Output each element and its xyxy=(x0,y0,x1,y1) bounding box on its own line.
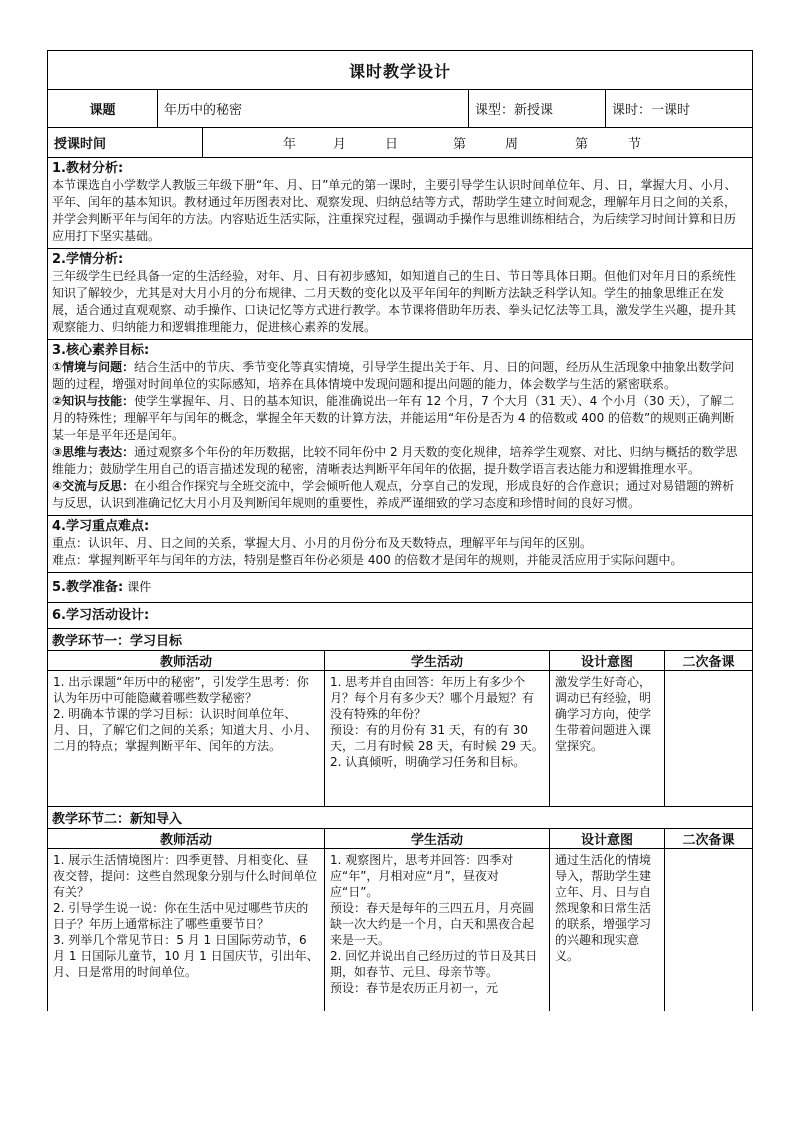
section-key-difficult xyxy=(47,516,753,573)
header-row xyxy=(47,90,753,128)
phase-table-row xyxy=(47,849,753,1011)
goal-item xyxy=(52,393,746,444)
goal-item xyxy=(52,444,746,478)
schedule-period-prefix: 第 xyxy=(575,137,589,152)
teacher-activity xyxy=(48,671,325,806)
teacher-step: 1. 出示课题“年历中的秘密”，引发学生思考：你认为年历中可能隐藏着哪些数学秘密？ xyxy=(53,675,309,705)
goal-text: 使学生掌握年、月、日的基本知识，能准确说出一年有 12 个月，7 个大月（31 天）、4 个小月（30 天），了解二月的特殊性；理解平年与闰年的概念，掌握全年天数的计算方法，并能运用“年份是否为 4 的倍数或 400 的倍数”的规则正确判断某一年是平年还是闰年。 xyxy=(52,394,735,442)
goal-label: ②知识与技能： xyxy=(52,394,135,408)
section-activity-design xyxy=(47,603,753,629)
section-learner-analysis xyxy=(47,249,753,340)
section-text: 三年级学生已经具备一定的生活经验，对年、月、日有初步感知，如知道自己的生日、节日等具体日期。但他们对年月日的系统性知识了解较少，尤其是对大月小月的分布规律、二月天数的变化以及平年闰年的判断方法缺乏科学认知。学生的抽象思维正在发展，适合通过直观观察、动手操作、口诀记忆等方式进行教学。本节课将借助年历表、拳头记忆法等工具，激发学生兴趣，提升其观察能力、归纳能力和逻辑推理能力，促进核心素养的发展。 xyxy=(52,269,737,334)
goal-label: ④交流与反思： xyxy=(52,479,135,493)
teacher-activity xyxy=(48,849,325,1011)
teacher-step: 3. 列举几个常见节日：5 月 1 日国际劳动节，6 月 1 日国际儿童节，10 月 1 日国庆节，引出年、月、日是常用的时间单位。 xyxy=(53,933,319,979)
goal-text: 结合生活中的节庆、季节变化等真实情境，引导学生提出关于年、月、日的问题，经历从生活现象中抽象出数学问题的过程，增强对时间单位的实际感知，培养在具体情境中发现问题和提出问题的能力，体会数学与生活的紧密联系。 xyxy=(52,360,735,391)
teacher-step: 1. 展示生活情境图片：四季更替、月相变化、昼夜交替，提问：这些自然现象分别与什么时间单位有关？ xyxy=(53,853,318,899)
schedule-row xyxy=(47,128,753,158)
goal-item xyxy=(52,359,746,393)
schedule-day: 日 xyxy=(385,137,399,152)
phase-table-header xyxy=(47,829,753,849)
header-student: 学生活动 xyxy=(325,829,550,848)
header-teacher: 教师活动 xyxy=(48,829,325,848)
schedule-week: 周 xyxy=(505,137,519,152)
section-title: 6.学习活动设计: xyxy=(52,607,150,623)
header-revise: 二次备课 xyxy=(682,655,735,670)
section-title: 4.学习重点难点: xyxy=(52,519,150,534)
phase-title-row xyxy=(47,629,753,651)
schedule-month: 月 xyxy=(333,137,347,152)
schedule-year: 年 xyxy=(283,137,297,152)
section-title: 2.学情分析: xyxy=(52,252,124,267)
teacher-step: 2. 引导学生说一说：你在生活中见过哪些节庆的日子？年历上通常标注了哪些重要节日？ xyxy=(53,901,309,931)
goal-label: ③思维与表达： xyxy=(52,445,135,459)
goal-text: 在小组合作探究与全班交流中，学会倾听他人观点，分享自己的发现，形成良好的合作意识；通过对易错题的辨析与反思，认识到准确记忆大月小月及判断闰年规则的重要性，养成严谨细致的学习态度和珍惜时间的良好习惯。 xyxy=(52,479,735,510)
phase-title: 教学环节一：学习目标 xyxy=(52,634,183,649)
phase-table-row xyxy=(47,671,753,807)
lesson-plan-table xyxy=(47,50,753,1011)
student-step: 1. 思考并自由回答：年历上有多少个月？每个月有多少天？哪个月最短？有没有特殊的年份？ xyxy=(330,675,535,721)
student-step: 预设：有的月份有 31 天，有的有 30 天，二月有时候 28 天，有时候 29 天。 xyxy=(330,723,544,753)
second-prep xyxy=(665,849,752,1011)
student-step: 预设：春节是农历正月初一，元 xyxy=(330,981,499,995)
design-intent: 通过生活化的情境导入，帮助学生建立年、月、日与自然现象和日常生活的联系，增强学习的兴趣和现实意义。 xyxy=(550,849,665,1011)
header-intent: 设计意图 xyxy=(550,829,665,848)
phase-title: 教学环节二：新知导入 xyxy=(52,812,183,827)
design-intent: 激发学生好奇心，调动已有经验，明确学习方向，使学生带着问题进入课堂探究。 xyxy=(550,671,665,806)
topic-label: 课题 xyxy=(48,90,158,127)
title-row xyxy=(47,50,753,90)
student-step: 2. 回忆并说出自己经历过的节日及其日期，如春节、元旦、母亲节等。 xyxy=(330,949,538,979)
lesson-hours: 课时：一课时 xyxy=(612,103,691,118)
phase-table-header xyxy=(47,651,753,671)
schedule-week-prefix: 第 xyxy=(453,137,467,152)
header-teacher: 教师活动 xyxy=(48,651,325,670)
phase-title-row xyxy=(47,807,753,829)
second-prep xyxy=(665,671,752,806)
student-activity xyxy=(325,849,550,1011)
section-title: 5.教学准备: xyxy=(52,579,124,595)
student-step: 1. 观察图片，思考并回答：四季对应“年”，月相对应“月”，昼夜对应“日”。 xyxy=(330,853,514,899)
section-material-analysis xyxy=(47,158,753,249)
header-intent: 设计意图 xyxy=(550,651,665,670)
lesson-type: 课型：新授课 xyxy=(469,90,606,127)
section-title: 3.核心素养目标: xyxy=(52,343,150,358)
section-text: 课件 xyxy=(127,579,152,594)
schedule-fields xyxy=(203,128,752,157)
header-revise: 二次备课 xyxy=(682,833,735,848)
student-step: 2. 认真倾听，明确学习任务和目标。 xyxy=(330,755,526,769)
goal-item xyxy=(52,478,746,512)
section-text: 本节课选自小学数学人教版三年级下册“年、月、日”单元的第一课时，主要引导学生认识时间单位年、月、日，掌握大月、小月、平年、闰年的基本知识。教材通过年历图表对比、观察发现、归纳总结等方式，帮助学生建立时间观念，理解年月日之间的关系，并学会判断平年与闰年的方法。内容贴近生活实际，注重探究过程，强调动手操作与思维训练相结合，为后续学习时间计算和日历应用打下坚实基础。 xyxy=(52,178,737,243)
goal-label: ①情境与问题： xyxy=(52,360,135,374)
student-activity xyxy=(325,671,550,806)
topic-value: 年历中的秘密 xyxy=(158,90,469,127)
difficult-point: 难点：掌握判断平年与闰年的方法，特别是整百年份必须是 400 的倍数才是闰年的规则，并能灵活应用于实际问题中。 xyxy=(52,553,683,567)
goal-text: 通过观察多个年份的年历数据，比较不同年份中 2 月天数的变化规律，培养学生观察、对比、归纳与概括的数学思维能力；鼓励学生用自己的语言描述发现的秘密，清晰表达判断平年闰年的依据，提升数学语言表达能力和逻辑推理水平。 xyxy=(52,445,738,476)
section-title: 1.教材分析: xyxy=(52,161,124,176)
schedule-label: 授课时间 xyxy=(48,128,203,157)
section-core-goals xyxy=(47,340,753,516)
teacher-step: 2. 明确本节课的学习目标：认识时间单位年、月、日，了解它们之间的关系；知道大月、小月、二月的特点；掌握判断平年、闰年的方法。 xyxy=(53,707,318,753)
schedule-period: 节 xyxy=(628,137,642,152)
key-point: 重点：认识年、月、日之间的关系，掌握大月、小月的月份分布及天数特点，理解平年与闰年的区别。 xyxy=(52,536,593,550)
header-student: 学生活动 xyxy=(325,651,550,670)
section-preparation xyxy=(47,573,753,603)
student-step: 预设：春天是每年的三四五月，月亮圆缺一次大约是一个月，白天和黑夜合起来是一天。 xyxy=(330,901,535,947)
doc-title: 课时教学设计 xyxy=(348,61,451,81)
